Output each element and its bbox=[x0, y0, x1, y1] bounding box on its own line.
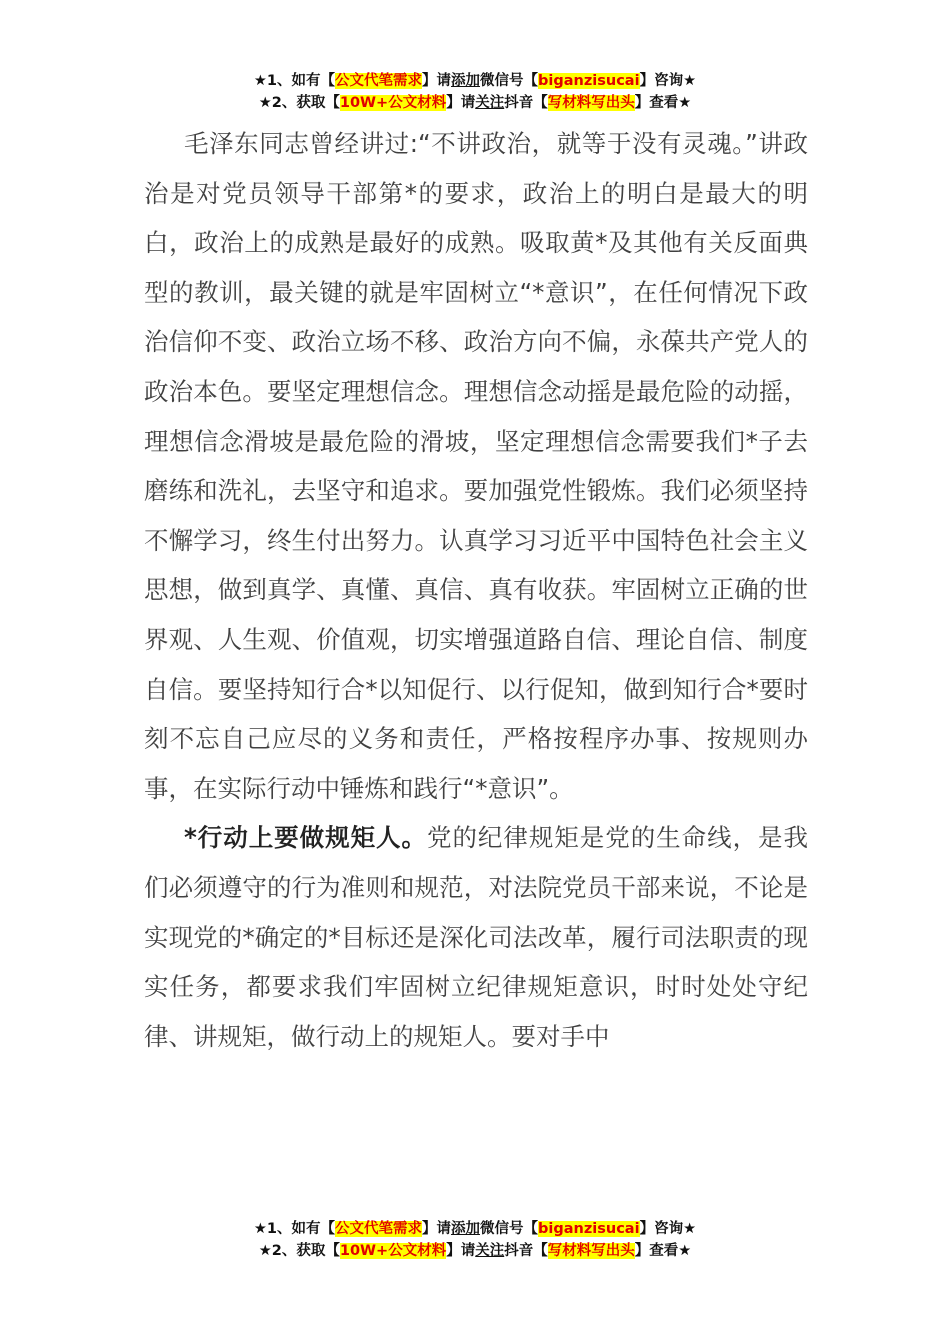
banner-text: 】查看★ bbox=[634, 95, 692, 111]
banner-text: 抖音【 bbox=[504, 1243, 548, 1259]
banner-text: ★1、如有【 bbox=[253, 73, 336, 89]
paragraph-text: 党的纪律规矩是党的生命线，是我们必须遵守的行为准则和规范，对法院党员干部来说，不论是实现党的*确定的*目标还是深化司法改革，履行司法职责的现实任务，都要求我们牢固树立纪律规矩意识，时时处处守纪律、讲规矩，做行动上的规矩人。要对手中 bbox=[144, 823, 809, 1051]
banner-text: 】咨询★ bbox=[639, 1221, 697, 1237]
header-banner bbox=[0, 70, 950, 114]
banner-line-1 bbox=[0, 70, 950, 92]
banner-text: 微信号【 bbox=[480, 73, 539, 89]
banner-text: ★1、如有【 bbox=[253, 1221, 336, 1237]
banner-text: 】查看★ bbox=[634, 1243, 692, 1259]
banner-text: 】请 bbox=[422, 73, 452, 89]
paragraph-political-awareness: 毛泽东同志曾经讲过:“不讲政治，就等于没有灵魂。”讲政治是对党员领导干部第*的要求，政治上的明白是最大的明白，政治上的成熟是最好的成熟。吸取黄*及其他有关反面典型的教训，最关键的就是牢固树立“*意识”，在任何情况下政治信仰不变、政治立场不移、政治方向不偏，永葆共产党人的政治本色。要坚定理想信念。理想信念动摇是最危险的动摇，理想信念滑坡是最危险的滑坡，坚定理想信念需要我们*子去磨练和洗礼，去坚守和追求。要加强党性锻炼。我们必须坚持不懈学习，终生付出努力。认真学习习近平中国特色社会主义思想，做到真学、真懂、真信、真有收获。牢固树立正确的世界观、人生观、价值观，切实增强道路自信、理论自信、制度自信。要坚持知行合*以知促行、以行促知，做到知行合*要时刻不忘自己应尽的义务和责任，严格按程序办事、按规则办事，在实际行动中锤炼和践行“*意识”。 bbox=[144, 129, 808, 803]
banner-line-1 bbox=[0, 1218, 950, 1240]
banner-text: 】请 bbox=[422, 1221, 452, 1237]
banner-text: ★2、获取【 bbox=[258, 1243, 340, 1259]
highlight-service: 公文代笔需求 bbox=[335, 73, 423, 89]
banner-text: 微信号【 bbox=[480, 1221, 539, 1237]
highlight-service: 公文代笔需求 bbox=[335, 1221, 423, 1237]
banner-underlined-text: 关注 bbox=[475, 95, 505, 111]
banner-text: ★2、获取【 bbox=[258, 95, 340, 111]
paragraph-lead-heading: *行动上要做规矩人。 bbox=[184, 823, 427, 853]
document-body bbox=[144, 119, 808, 1061]
footer-banner bbox=[0, 1218, 950, 1262]
highlight-douyin-account: 写材料写出头 bbox=[547, 1243, 635, 1259]
banner-underlined-text: 关注 bbox=[475, 1243, 505, 1259]
banner-line-2 bbox=[0, 1240, 950, 1262]
banner-text: 】请 bbox=[446, 1243, 476, 1259]
highlight-douyin-account: 写材料写出头 bbox=[547, 95, 635, 111]
banner-text: 】咨询★ bbox=[639, 73, 697, 89]
banner-underlined-text: 添加 bbox=[451, 1221, 481, 1237]
highlight-materials: 10W+公文材料 bbox=[339, 95, 447, 111]
paragraph-rules-conduct bbox=[144, 813, 808, 1061]
highlight-wechat-id: biganzisucai bbox=[538, 1221, 640, 1237]
banner-text: 】请 bbox=[446, 95, 476, 111]
highlight-wechat-id: biganzisucai bbox=[538, 73, 640, 89]
banner-text: 抖音【 bbox=[504, 95, 548, 111]
banner-line-2 bbox=[0, 92, 950, 114]
highlight-materials: 10W+公文材料 bbox=[339, 1243, 447, 1259]
banner-underlined-text: 添加 bbox=[451, 73, 481, 89]
